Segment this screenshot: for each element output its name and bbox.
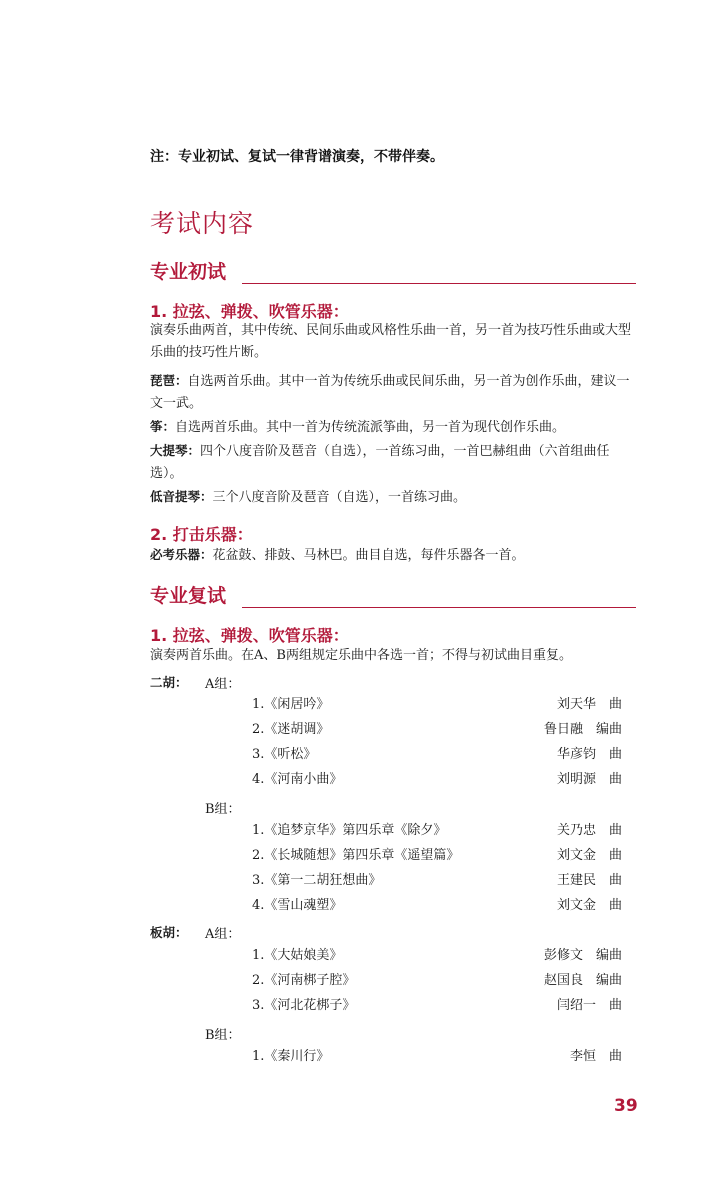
piece-credit: 闫绍一 曲: [556, 998, 622, 1013]
piece-title: 3.《第一二胡狂想曲》: [252, 873, 382, 888]
piece-row: [252, 946, 622, 966]
piece-row: [252, 871, 622, 891]
piece-row: [252, 720, 622, 740]
piece-title: 2.《长城随想》第四乐章《遥望篇》: [252, 848, 460, 863]
piece-title: 4.《河南小曲》: [252, 772, 343, 787]
piece-credit: 刘文金 曲: [556, 848, 622, 863]
piece-title: 4.《雪山魂塑》: [252, 898, 343, 913]
piece-title: 2.《迷胡调》: [252, 722, 330, 737]
instrument-label-banhu: 板胡：: [150, 925, 188, 940]
piece-credit: 刘文金 曲: [556, 898, 622, 913]
piece-credit: 李恒 曲: [569, 1049, 622, 1064]
subheading-strings-plucked-wind: 1. 拉弦、弹拨、吹管乐器：: [150, 302, 349, 321]
piece-credit: 刘天华 曲: [556, 697, 622, 712]
piece-row: [252, 971, 622, 991]
percussion-requirement: [150, 544, 640, 567]
piece-row: [252, 695, 622, 715]
page-number: 39: [614, 1096, 638, 1116]
pipa-requirement: [150, 370, 640, 415]
instrument-label: 低音提琴：: [150, 489, 213, 504]
group-b-label: B组：: [205, 802, 241, 817]
subheading-percussion: 2. 打击乐器：: [150, 525, 253, 544]
piece-credit: 赵国良 编曲: [543, 973, 622, 988]
group-b-label: B组：: [205, 1028, 241, 1043]
instrument-label: 必考乐器：: [150, 547, 213, 562]
double-bass-requirement: [150, 486, 640, 509]
requirement-text: 四个八度音阶及琶音（自选），一首练习曲，一首巴赫组曲（六首组曲任选）。: [150, 444, 610, 481]
piece-row: [252, 846, 622, 866]
page-title: 考试内容: [150, 209, 255, 238]
intro-paragraph: 演奏乐曲两首，其中传统、民间乐曲或风格性乐曲一首，另一首为技巧性乐曲或大型乐曲的技巧性片断。: [150, 323, 632, 360]
piece-row: [252, 996, 622, 1016]
requirement-text: 自选两首乐曲。其中一首为传统流派筝曲，另一首为现代创作乐曲。: [175, 420, 566, 435]
piece-row: [252, 896, 622, 916]
requirement-text: 花盆鼓、排鼓、马林巴。曲目自选，每件乐器各一首。: [212, 548, 525, 563]
section-divider: [242, 607, 636, 608]
piece-row: [252, 821, 622, 841]
piece-title: 1.《大姑娘美》: [252, 948, 343, 963]
piece-credit: 王建民 曲: [556, 873, 622, 888]
section-heading-preliminary: [150, 260, 636, 284]
section-title: 专业复试: [150, 585, 227, 607]
piece-title: 2.《河南梆子腔》: [252, 973, 356, 988]
piece-title: 1.《秦川行》: [252, 1049, 330, 1064]
piece-title: 1.《追梦京华》第四乐章《除夕》: [252, 823, 447, 838]
section-title: 专业初试: [150, 261, 227, 283]
piece-row: [252, 745, 622, 765]
instrument-label: 筝：: [150, 419, 176, 434]
subheading-strings-plucked-wind: 1. 拉弦、弹拨、吹管乐器：: [150, 626, 349, 645]
cello-requirement: [150, 440, 640, 485]
requirement-text: 自选两首乐曲。其中一首为传统乐曲或民间乐曲，另一首为创作乐曲，建议一文一武。: [150, 374, 630, 411]
piece-credit: 彭修文 编曲: [543, 948, 622, 963]
instrument-label: 琵琶：: [150, 373, 188, 388]
zheng-requirement: [150, 416, 640, 439]
instrument-label-erhu: 二胡：: [150, 675, 188, 690]
piece-title: 3.《听松》: [252, 747, 317, 762]
piece-title: 1.《闲居吟》: [252, 697, 330, 712]
piece-row: [252, 770, 622, 790]
group-a-label: A组：: [205, 677, 241, 692]
exam-note: 注：专业初试、复试一律背谱演奏，不带伴奏。: [150, 149, 444, 165]
piece-row: [252, 1047, 622, 1067]
piece-credit: 鲁日融 编曲: [543, 722, 622, 737]
piece-credit: 关乃忠 曲: [556, 823, 622, 838]
piece-credit: 刘明源 曲: [556, 772, 622, 787]
section-heading-final: [150, 584, 636, 608]
requirement-text: 三个八度音阶及琶音（自选），一首练习曲。: [212, 490, 467, 505]
piece-credit: 华彦钧 曲: [556, 747, 622, 762]
instrument-label: 大提琴：: [150, 443, 201, 458]
intro-paragraph: 演奏两首乐曲。在A、B两组规定乐曲中各选一首；不得与初试曲目重复。: [150, 648, 572, 663]
group-a-label: A组：: [205, 927, 241, 942]
section-divider: [242, 283, 636, 284]
piece-title: 3.《河北花梆子》: [252, 998, 356, 1013]
